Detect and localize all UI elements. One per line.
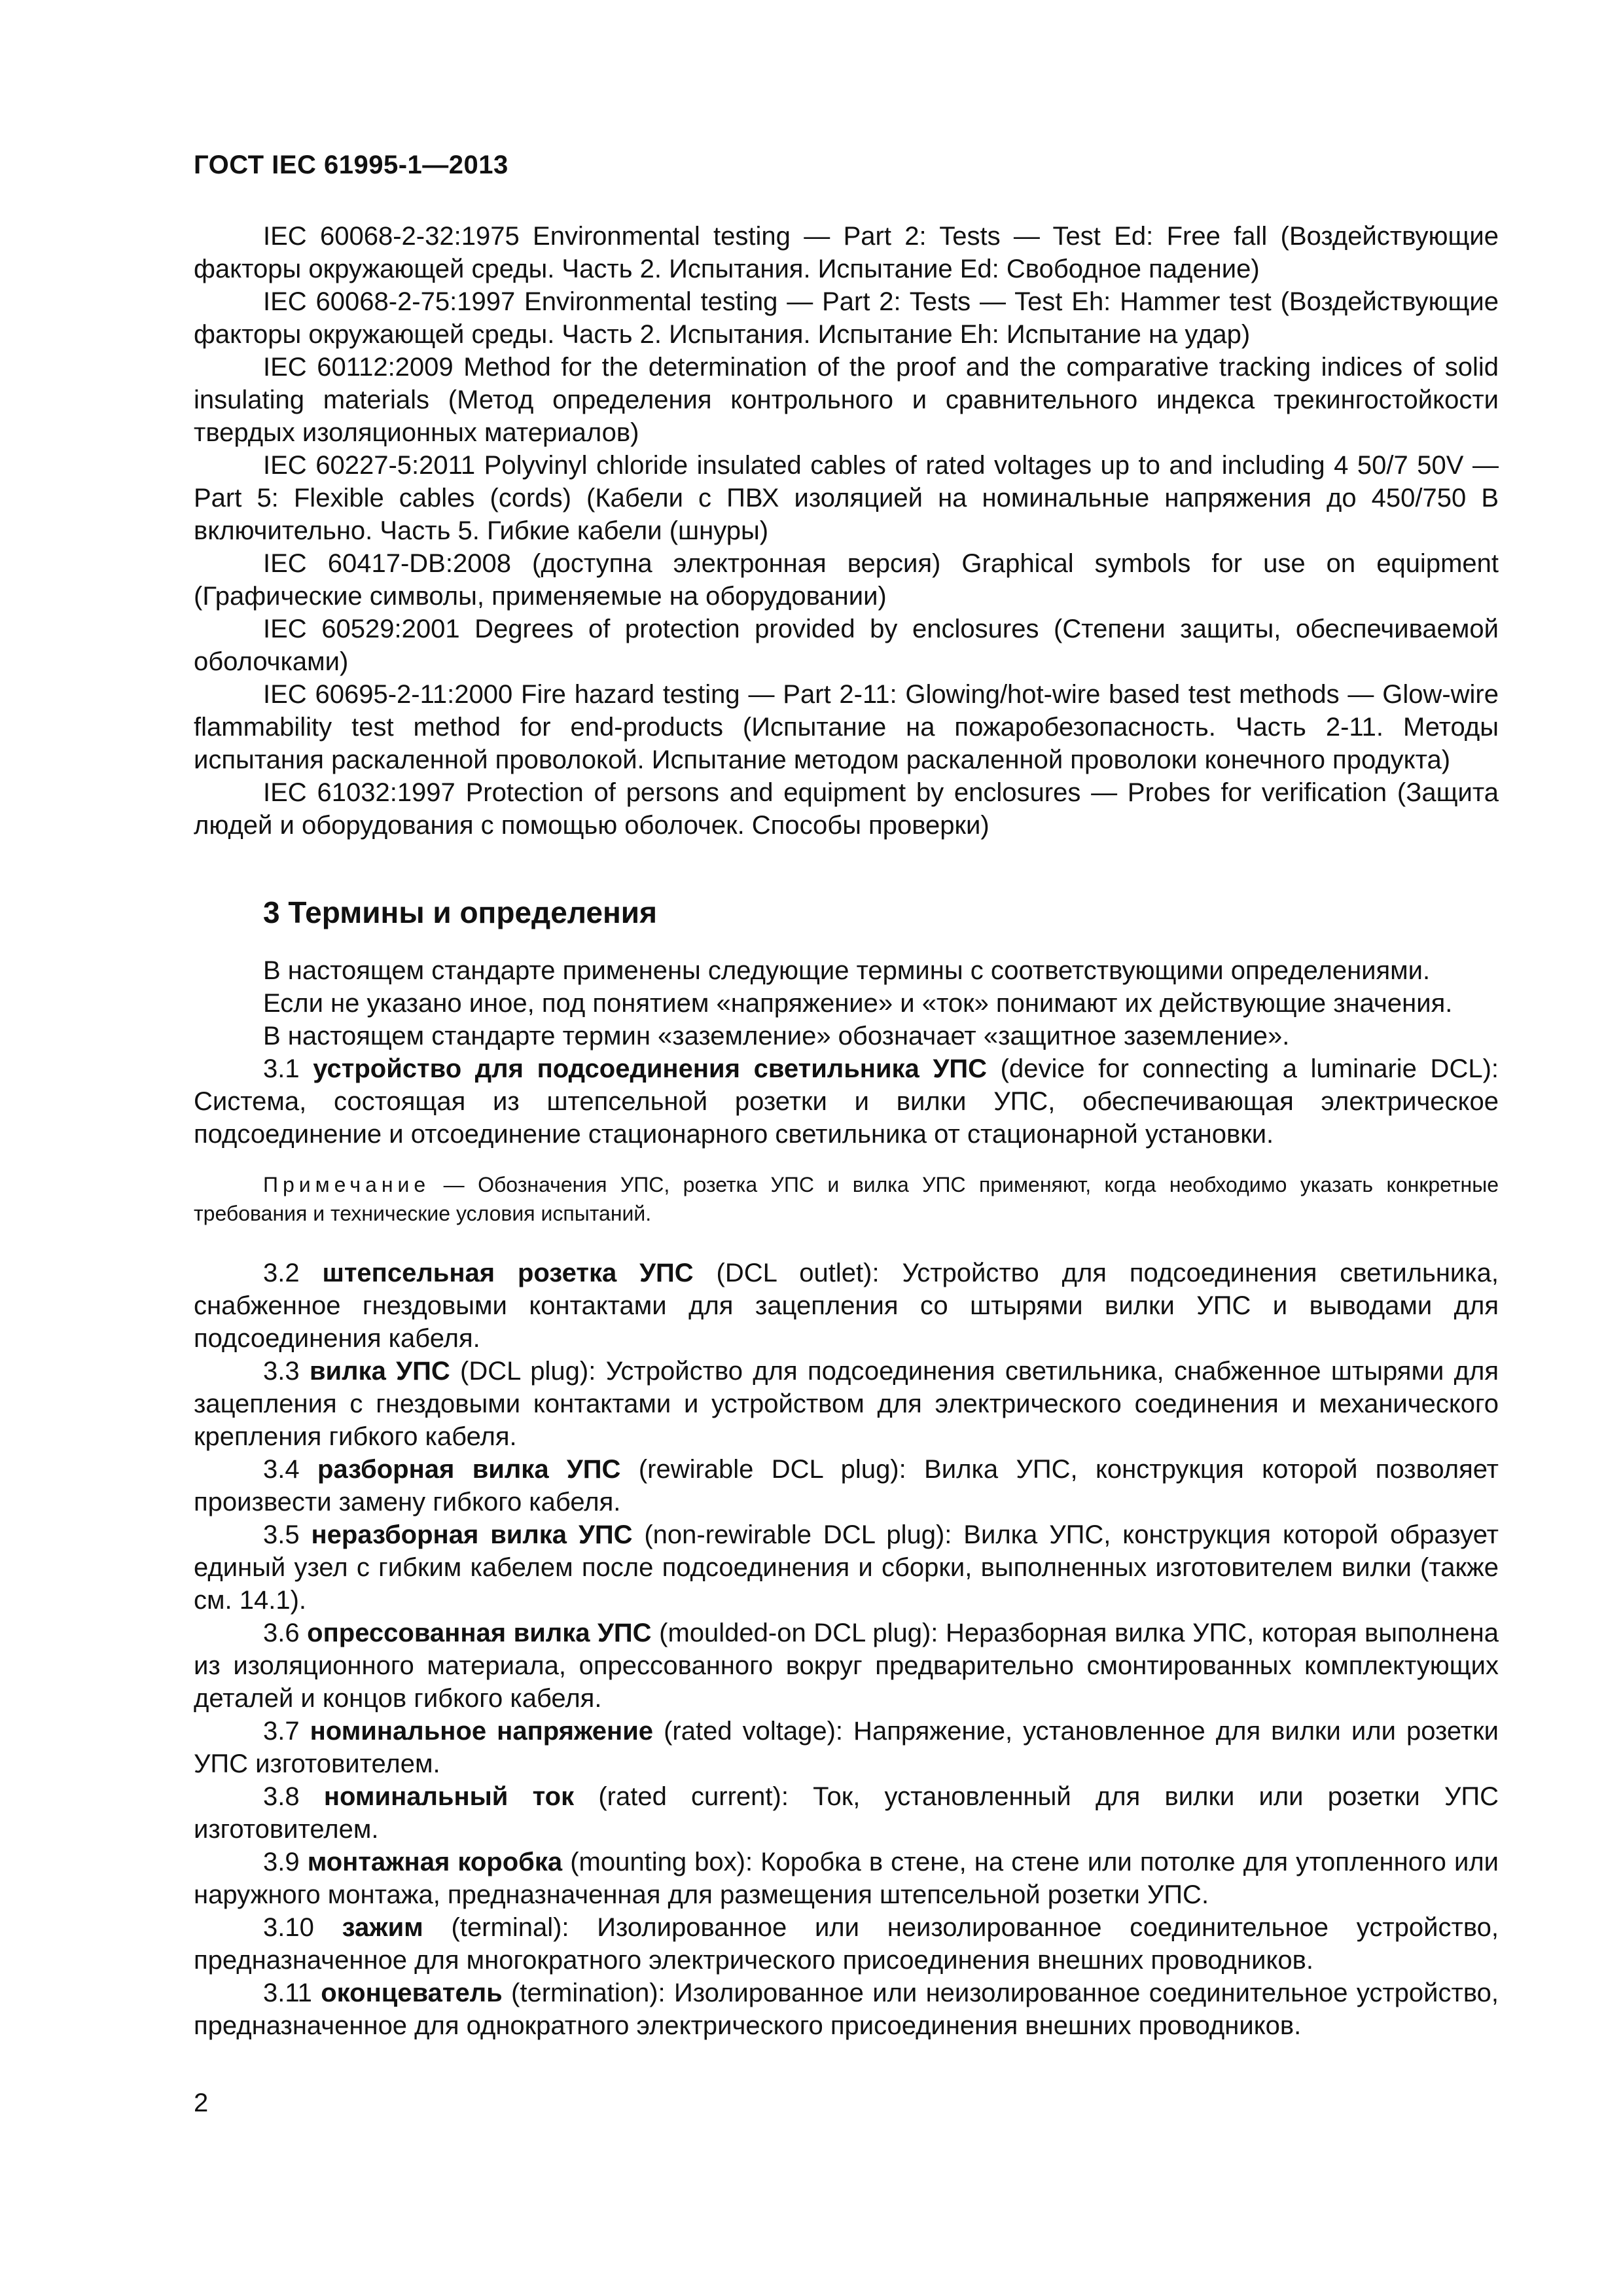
term-name: опрессованная вилка УПС: [307, 1619, 652, 1647]
term-name: штепсельная розетка УПС: [322, 1259, 694, 1287]
reference-item: IEC 60112:2009 Method for the determination of the proof and the comparative tracking indices of solid insulating materials (Метод определения контрольного и сравнительного индекса трекингостойкости твердых изоляционных материалов): [194, 353, 1499, 447]
term-name: номинальный ток: [323, 1782, 575, 1811]
term-definition: [194, 1911, 1499, 1977]
reference-item: IEC 61032:1997 Protection of persons and equipment by enclosures — Probes for verification (Защита людей и оборудования с помощью оболочек. Способы проверки): [194, 778, 1499, 840]
term-name: устройство для подсоединения светильника УПС: [313, 1054, 987, 1083]
document-header: ГОСТ IEC 61995-1—2013: [194, 151, 508, 179]
term-definition: [194, 1355, 1499, 1453]
term-number: 3.10: [263, 1913, 342, 1942]
term-text: (rewirable DCL plug): Вилка УПС, конструкция которой позволяет произвести замену гибкого кабеля.: [194, 1455, 1499, 1516]
reference-item: IEC 60227-5:2011 Polyvinyl chloride insulated cables of rated voltages up to and including 4 50/7 50V — Part 5: Flexible cables (cords) (Кабели с ПВХ изоляцией на номинальные напряжения до 450/750 В включительно. Часть 5. Гибкие кабели (шнуры): [194, 451, 1499, 545]
term-definition: [194, 1052, 1499, 1151]
note-label: Примечание: [263, 1173, 431, 1196]
term-number: 3.3: [263, 1357, 310, 1386]
intro-paragraph: Если не указано иное, под понятием «напряжение» и «ток» понимают их действующие значения.: [263, 989, 1453, 1018]
term-text: (termination): Изолированное или неизолированное соединительное устройство, предназначенное для однократного электрического присоединения внешних проводников.: [194, 1979, 1499, 2040]
term-definition: [194, 1518, 1499, 1617]
term-text: (DCL plug): Устройство для подсоединения светильника, снабженное штырями для зацепления с гнездовыми контактами и устройством для электрического соединения и механического крепления гибкого кабеля.: [194, 1357, 1499, 1451]
term-name: вилка УПС: [309, 1357, 450, 1386]
term-text: (DCL outlet): Устройство для подсоединения светильника, снабженное гнездовыми контактами для зацепления со штырями вилки УПС и выводами для подсоединения кабеля.: [194, 1259, 1499, 1353]
reference-item: IEC 60068-2-32:1975 Environmental testing — Part 2: Tests — Test Ed: Free fall (Воздействующие факторы окружающей среды. Часть 2. Испытания. Испытание Ed: Свободное падение): [194, 222, 1499, 283]
term-number: 3.7: [263, 1717, 310, 1746]
intro-paragraph: В настоящем стандарте применены следующие термины с соответствующими определениями.: [263, 956, 1431, 985]
reference-item: IEC 60417-DB:2008 (доступна электронная версия) Graphical symbols for use on equipment (Графические символы, применяемые на оборудовании): [194, 549, 1499, 611]
term-definition: [194, 1780, 1499, 1846]
term-text: (device for connecting a luminarie DCL): Система, состоящая из штепсельной розетки и вилки УПС, обеспечивающая электрическое подсоединение и отсоединение стационарного светильника от стационарной установки.: [194, 1054, 1499, 1149]
term-number: 3.8: [263, 1782, 324, 1811]
normative-references-list: [194, 220, 1499, 842]
section-heading: 3 Термины и определения: [263, 895, 657, 929]
term-text: (rated voltage): Напряжение, установленное для вилки или розетки УПС изготовителем.: [194, 1717, 1499, 1778]
term-text: (mounting box): Коробка в стене, на стене или потолке для утопленного или наружного монтажа, предназначенная для размещения штепсельной розетки УПС.: [194, 1848, 1499, 1909]
reference-item: IEC 60695-2-11:2000 Fire hazard testing — Part 2-11: Glowing/hot-wire based test methods — Glow-wire flammability test method for end-products (Испытание на пожаробезопасность. Часть 2-11. Методы испытания раскаленной проволокой. Испытание методом раскаленной проволоки конечного продукта): [194, 680, 1499, 774]
term-name: номинальное напряжение: [310, 1717, 654, 1746]
terms-list: [194, 1257, 1499, 2042]
term-text: (non-rewirable DCL plug): Вилка УПС, конструкция которой образует единый узел с гибким кабелем после подсоединения и сборки, выполненных изготовителем вилки (также см. 14.1).: [194, 1520, 1499, 1615]
term-number: 3.6: [263, 1619, 308, 1647]
intro-paragraph: В настоящем стандарте термин «заземление» обозначает «защитное заземление».: [263, 1022, 1290, 1050]
note-text: — Обозначения УПС, розетка УПС и вилка УПС применяют, когда необходимо указать конкретные требования и технические условия испытаний.: [194, 1173, 1499, 1225]
term-number: 3.5: [263, 1520, 312, 1549]
term-definition: [194, 1846, 1499, 1911]
term-name: оконцеватель: [321, 1979, 503, 2007]
term-name: зажим: [342, 1913, 423, 1942]
term-text: (rated current): Ток, установленный для вилки или розетки УПС изготовителем.: [194, 1782, 1499, 1844]
term-number: 3.4: [263, 1455, 317, 1484]
term-number: 3.9: [263, 1848, 308, 1876]
term-number: 3.11: [263, 1979, 321, 2007]
reference-item: IEC 60529:2001 Degrees of protection provided by enclosures (Степени защиты, обеспечиваемой оболочками): [194, 615, 1499, 676]
term-name: неразборная вилка УПС: [311, 1520, 633, 1549]
term-definition: [194, 1617, 1499, 1715]
term-name: монтажная коробка: [307, 1848, 563, 1876]
term-definition: [194, 1977, 1499, 2042]
term-name: разборная вилка УПС: [317, 1455, 621, 1484]
term-number: 3.2: [263, 1259, 323, 1287]
section-intro: [194, 954, 1499, 1151]
term-definition: [194, 1453, 1499, 1518]
term-definition: [194, 1257, 1499, 1355]
term-text: (terminal): Изолированное или неизолированное соединительное устройство, предназначенное для многократного электрического присоединения внешних проводников.: [194, 1913, 1499, 1975]
page-number: 2: [194, 2089, 209, 2117]
note-paragraph: [194, 1170, 1499, 1228]
term-definition: [194, 1715, 1499, 1780]
document-body: [194, 220, 1499, 2042]
term-number: 3.1: [263, 1054, 313, 1083]
reference-item: IEC 60068-2-75:1997 Environmental testing — Part 2: Tests — Test Eh: Hammer test (Воздействующие факторы окружающей среды. Часть 2. Испытания. Испытание Eh: Испытание на удар): [194, 287, 1499, 349]
term-text: (moulded-on DCL plug): Неразборная вилка УПС, которая выполнена из изоляционного материала, опрессованного вокруг предварительно смонтированных комплектующих деталей и концов гибкого кабеля.: [194, 1619, 1499, 1713]
